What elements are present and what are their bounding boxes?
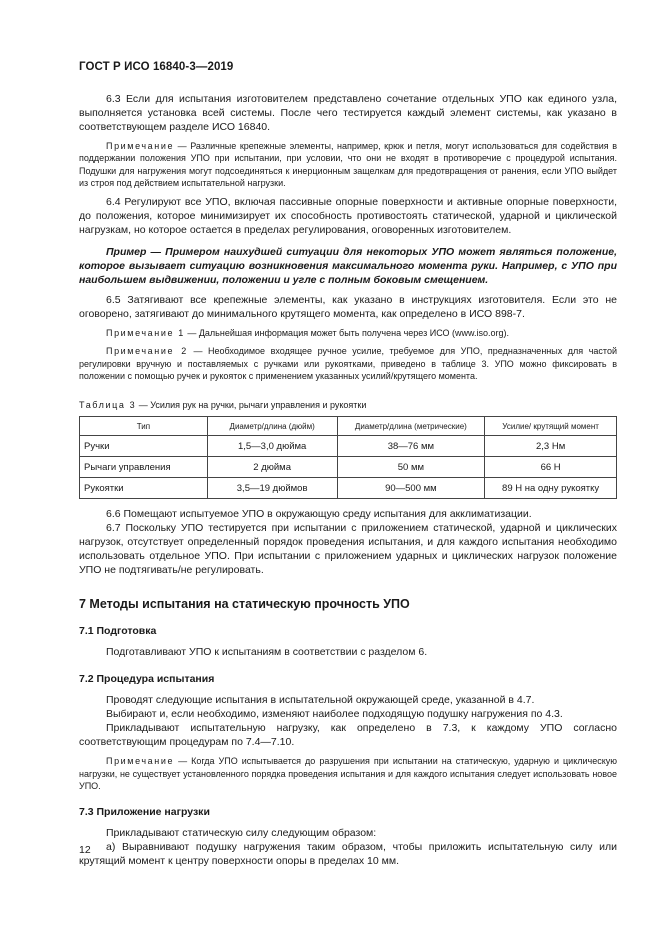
example-worst-case: Пример — Примером наихудшей ситуации для некоторых УПО может являться положение, которое вызывает ситуацию возникновения максимального момента руки. Например, с УПО при наибольшем выдвижении, положении и угле с полным боковым смещением. bbox=[79, 246, 617, 287]
table-cell: Рычаги управления bbox=[80, 457, 208, 478]
paragraph-7-2-c: Прикладывают испытательную нагрузку, как определено в 7.3, к каждому УПО согласно соответствующим процедурам по 7.4—7.10. bbox=[79, 722, 617, 749]
table-cell: Рукоятки bbox=[80, 478, 208, 499]
note-text: — Различные крепежные элементы, например, крюк и петля, могут использоваться для содействия в поддержании положения УПО при испытании, при условии, что они не входят в противоречие с процедурой испытания. Подушки для нагружения могут подсоединяться к инерционным защелкам для предотвращения от ранения, если УПО выйдет из строя под действием испытательной нагрузки. bbox=[79, 141, 617, 188]
paragraph-6-4: 6.4 Регулируют все УПО, включая пассивные опорные поверхности и активные опорные поверхности, до положения, которое минимизирует их способность противостоять статической, ударной и циклической нагрузкам, но которое остается в пределах регулирования, оговоренных изготовителем. bbox=[79, 196, 617, 237]
table-cell: 3,5—19 дюймов bbox=[207, 478, 337, 499]
hand-forces-table bbox=[79, 416, 617, 499]
table-row bbox=[80, 436, 617, 457]
table-caption-label: Таблица 3 bbox=[79, 400, 137, 411]
note-label: Примечание bbox=[106, 141, 175, 151]
table-cell: 90—500 мм bbox=[337, 478, 485, 499]
table-cell: 1,5—3,0 дюйма bbox=[207, 436, 337, 457]
section-7-2-heading: 7.2 Процедура испытания bbox=[79, 673, 215, 686]
note-label: Примечание 2 bbox=[106, 346, 188, 357]
paragraph-7-2-a: Проводят следующие испытания в испытательной окружающей среде, указанной в 4.7. bbox=[106, 694, 535, 707]
note-text: — Необходимое входящее ручное усилие, требуемое для УПО, предназначенных для частой регулировки вручную и поставляемых с ручками или рукоятками, приведено в таблице 3. УПО можно фиксировать в положении с помощью ручек и рукояток с применением указанных усилий/крутящего момента. bbox=[79, 346, 617, 382]
table-cell: 50 мм bbox=[337, 457, 485, 478]
note-label: Примечание bbox=[106, 756, 175, 767]
note-text: — Когда УПО испытывается до разрушения при испытании на статическую, ударную и циклическую нагрузки, не существует установленного порядка проведения испытания и для каждого испытания следует использовать новое УПО. bbox=[79, 756, 617, 791]
table-cell: 2 дюйма bbox=[207, 457, 337, 478]
table-cell: 2,3 Нм bbox=[485, 436, 617, 457]
page-number: 12 bbox=[79, 844, 91, 856]
table-header-cell: Диаметр/длина (дюйм) bbox=[207, 417, 337, 436]
table-header-cell: Усилие/ крутящий момент bbox=[485, 417, 617, 436]
document-header: ГОСТ Р ИСО 16840-3—2019 bbox=[79, 61, 234, 73]
table-header-cell: Тип bbox=[80, 417, 208, 436]
paragraph-7-3-a: Прикладывают статическую силу следующим образом: bbox=[106, 827, 377, 840]
paragraph-7-2-b: Выбирают и, если необходимо, изменяют наиболее подходящую подушку нагружения по 4.3. bbox=[106, 708, 563, 721]
table-cell: 89 Н на одну рукоятку bbox=[485, 478, 617, 499]
section-7-3-heading: 7.3 Приложение нагрузки bbox=[79, 806, 210, 819]
note-2 bbox=[79, 345, 617, 382]
table-caption-text: — Усилия рук на ручки, рычаги управления и рукоятки bbox=[136, 400, 367, 411]
table-caption bbox=[79, 400, 617, 410]
table-row bbox=[80, 457, 617, 478]
document-body bbox=[79, 92, 617, 868]
paragraph-6-6: 6.6 Помещают испытуемое УПО в окружающую среду испытания для акклиматизации. bbox=[106, 508, 532, 521]
note-testing-order bbox=[79, 755, 617, 792]
paragraph-7-1: Подготавливают УПО к испытаниям в соответствии с разделом 6. bbox=[106, 646, 428, 659]
paragraph-6-7: 6.7 Поскольку УПО тестируется при испытании с приложением статической, ударной и циклических нагрузок, отсутствует определенный порядок проведения испытания, и для каждого испытания необходимо использовать отдельное УПО. При испытании с приложением ударных и циклических нагрузок положение УПО не подтягивать/не регулировать. bbox=[79, 522, 617, 577]
paragraph-7-3-b: а) Выравнивают подушку нагружения таким образом, чтобы приложить испытательную силу или крутящий момент к центру поверхности опоры в пределах 10 мм. bbox=[79, 841, 617, 868]
section-7-1-heading: 7.1 Подготовка bbox=[79, 625, 157, 638]
note-1 bbox=[79, 327, 617, 339]
table-header-cell: Диаметр/длина (метрические) bbox=[337, 417, 485, 436]
table-header-row bbox=[80, 417, 617, 436]
paragraph-6-5: 6.5 Затягивают все крепежные элементы, как указано в инструкциях изготовителя. Если это не оговорено, затягивают до минимального крутящего момента, как определено в ИСО 898-7. bbox=[79, 294, 617, 321]
section-7-heading: 7 Методы испытания на статическую прочность УПО bbox=[79, 597, 410, 612]
note-fasteners bbox=[79, 140, 617, 189]
note-label: Примечание 1 bbox=[106, 328, 185, 339]
table-cell: 38—76 мм bbox=[337, 436, 485, 457]
table-cell: Ручки bbox=[80, 436, 208, 457]
paragraph-6-3: 6.3 Если для испытания изготовителем представлено сочетание отдельных УПО как единого узла, выполняется установка всей системы. После чего тестируется каждый элемент системы, как указано в соответствующем разделе ИСО 16840. bbox=[79, 93, 617, 133]
table-cell: 66 Н bbox=[485, 457, 617, 478]
table-row bbox=[80, 478, 617, 499]
note-text: — Дальнейшая информация может быть получена через ИСО (www.iso.org). bbox=[184, 328, 510, 339]
